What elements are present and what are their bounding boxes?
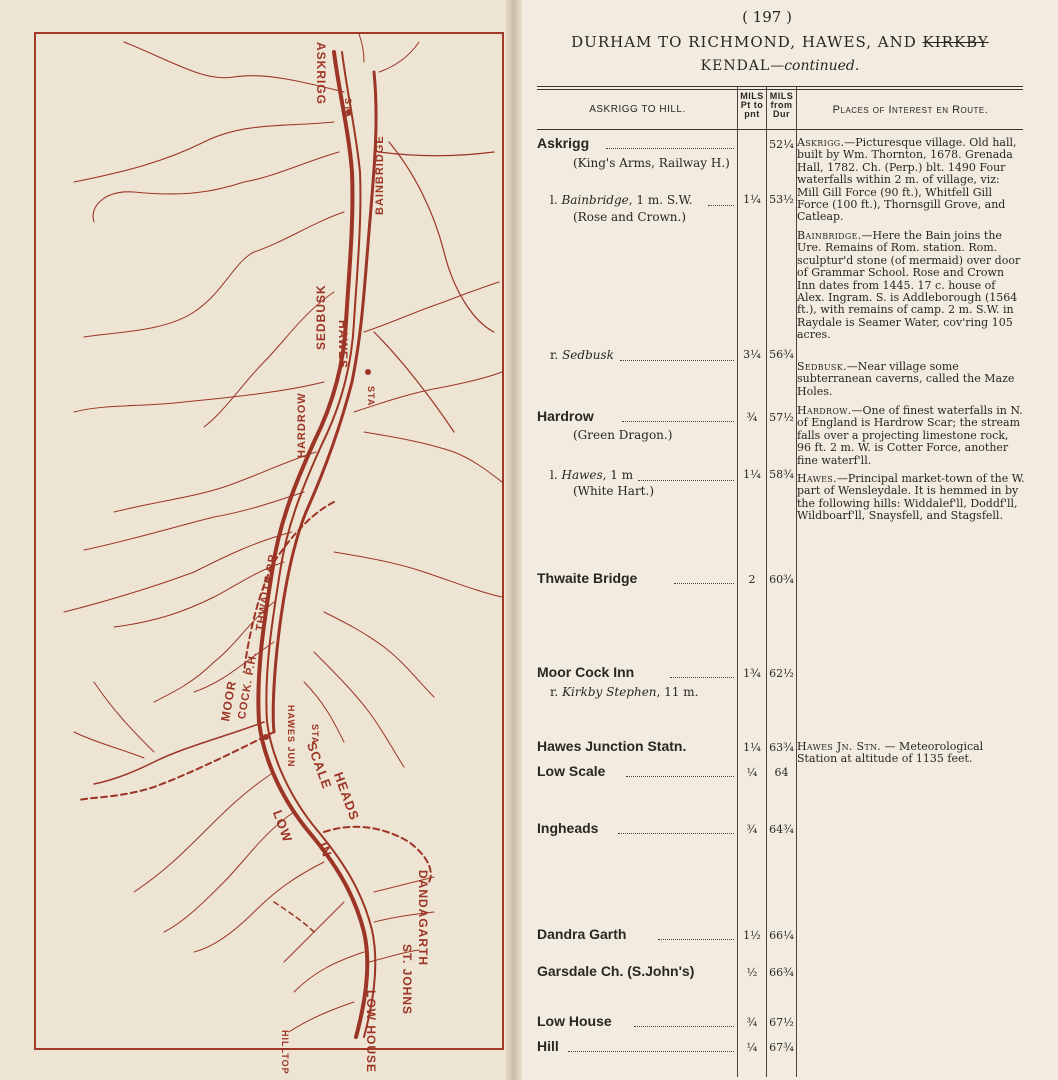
dur-hawes: 58¾ bbox=[769, 468, 794, 481]
leader-dots bbox=[638, 479, 734, 481]
title-main: DURHAM TO RICHMOND, HAWES, AND bbox=[571, 33, 917, 51]
hawes-suffix: , 1 m bbox=[602, 468, 634, 482]
map-label-askrigg-sta: STA bbox=[343, 98, 353, 119]
bainbridge-suffix: , 1 m. S.W. bbox=[628, 193, 693, 207]
pt-bainbridge: 1¼ bbox=[743, 193, 761, 206]
col-header-pt-line1: MILS bbox=[740, 91, 764, 101]
col-header-from-dur bbox=[767, 92, 796, 119]
river-ure bbox=[258, 52, 367, 1037]
map-label-st-johns: ST. JOHNS bbox=[400, 944, 414, 1016]
pt-hawes: 1¼ bbox=[743, 468, 761, 481]
map-label-cock: COCK. P.H. bbox=[236, 650, 260, 721]
interest-askrigg-text: —Picturesque village. Old hall, built by Wm. Thornton, 1678. Grenada Hall, 1782. Ch. (Perp.) blt. 1490 Four waterfalls within 2 m. of village, viz: Mill Gill Force (90 ft.), Whitfell Gill Force (100 ft.), Thornsgill Grove, and Catleap. bbox=[797, 136, 1017, 224]
col-header-pt-to-pt bbox=[738, 92, 766, 119]
kirkby-suffix: , 11 m. bbox=[656, 685, 699, 699]
hawes-place: Hawes bbox=[561, 468, 603, 482]
pt-hawes-junction: 1¼ bbox=[743, 741, 761, 754]
stop-dandra-garth: Dandra Garth bbox=[537, 926, 627, 942]
leader-dots bbox=[568, 1050, 734, 1052]
interest-hawes bbox=[797, 473, 1025, 523]
dur-bainbridge: 53½ bbox=[769, 193, 794, 206]
dur-sedbusk: 56¾ bbox=[769, 348, 794, 361]
interest-hawesjn-text: — Meteorological Station at altitude of 1135 feet. bbox=[797, 740, 984, 766]
interest-sedbusk-head: Sedbusk. bbox=[797, 360, 847, 373]
kirkby-place: Kirkby Stephen bbox=[562, 685, 657, 699]
pt-low-scale: ¼ bbox=[746, 766, 758, 779]
col-header-pt-line2: Pt to bbox=[740, 100, 764, 110]
dur-askrigg: 52¼ bbox=[769, 138, 794, 151]
stop-hawes-junction: Hawes Junction Statn. bbox=[537, 738, 687, 754]
sedbusk-place: Sedbusk bbox=[562, 348, 614, 362]
sedbusk-line bbox=[550, 348, 614, 362]
stop-low-scale: Low Scale bbox=[537, 763, 606, 779]
title-continued: —continued. bbox=[770, 58, 860, 74]
dur-low-house: 67½ bbox=[769, 1016, 794, 1029]
map-label-scale: SCALE bbox=[303, 740, 335, 792]
interest-sedbusk bbox=[797, 361, 1025, 398]
dur-dandra-garth: 66¼ bbox=[769, 929, 794, 942]
kirkby-line bbox=[550, 685, 698, 699]
col-header-dur-line2: from bbox=[770, 100, 793, 110]
pt-sedbusk: 3¼ bbox=[743, 348, 761, 361]
bainbridge-prefix: l. bbox=[550, 193, 558, 207]
dur-garsdale-church: 66¾ bbox=[769, 966, 794, 979]
interest-askrigg-head: Askrigg. bbox=[797, 136, 845, 149]
hardrow-inn: (Green Dragon.) bbox=[573, 428, 673, 442]
road-dashed bbox=[79, 732, 274, 800]
stop-low-house: Low House bbox=[537, 1013, 612, 1029]
dur-moor-cock-inn: 62½ bbox=[769, 667, 794, 680]
interest-bainbridge-text: —Here the Bain joins the Ure. Remains of Rom. station. Rom. sculptur'd stone (of mermaid) over door of Grammar School. Rose and Crown Inn dates from 1445. 17 c. house of Alex. Ingram. S. is Addleborough (1564 ft.), with remains of camp. 2 m. S.W. in Raydale is Seamer Water, cov'ring 105 acres. bbox=[797, 229, 1021, 342]
stop-hill: Hill bbox=[537, 1038, 559, 1054]
hawes-prefix: l. bbox=[550, 468, 558, 482]
dur-ingheads: 64¾ bbox=[769, 823, 794, 836]
interest-hardrow-text: —One of finest waterfalls in N. of England is Hardrow Scar; the stream falls over a projecting limestone rock, 96 ft. 2 m. W. is Cotter Force, another fine waterf'll. bbox=[797, 404, 1023, 467]
bainbridge-inn: (Rose and Crown.) bbox=[573, 210, 687, 224]
interest-bainbridge bbox=[797, 230, 1025, 342]
dur-hawes-junction: 63¾ bbox=[769, 741, 794, 754]
interest-sedbusk-text: —Near village some subterranean caverns, called the Maze Holes. bbox=[797, 360, 1015, 398]
map-label-hawes-jun: HAWES JUN bbox=[286, 705, 296, 768]
stop-thwaite-bridge: Thwaite Bridge bbox=[537, 570, 638, 586]
interest-askrigg bbox=[797, 137, 1025, 224]
table-header-rule bbox=[537, 129, 1023, 130]
interest-hardrow bbox=[797, 405, 1025, 467]
leader-dots bbox=[634, 1025, 734, 1027]
col-header-dur-line1: MILS bbox=[769, 91, 794, 101]
leader-dots bbox=[658, 938, 734, 940]
map-label-moor: MOOR bbox=[218, 679, 239, 723]
bainbridge-line bbox=[550, 193, 693, 207]
leader-dots bbox=[622, 420, 734, 422]
route-map bbox=[34, 32, 504, 1050]
dur-thwaite-bridge: 60¾ bbox=[769, 573, 794, 586]
title-line2: KENDAL bbox=[700, 58, 771, 74]
stop-moor-cock-inn: Moor Cock Inn bbox=[537, 664, 635, 680]
pt-low-house: ¾ bbox=[746, 1016, 758, 1029]
map-label-sedbusk: SEDBUSK bbox=[314, 284, 328, 350]
title-struck-word: KIRKBY bbox=[922, 33, 989, 51]
dur-hill: 67¾ bbox=[769, 1041, 794, 1054]
leader-dots bbox=[620, 359, 734, 361]
pt-thwaite-bridge: 2 bbox=[748, 573, 756, 586]
map-label-hawes: HAWES bbox=[336, 320, 350, 370]
map-label-hawes-sta: STA bbox=[366, 386, 376, 407]
leader-dots bbox=[670, 676, 734, 678]
interest-hawesjn-head: Hawes Jn. Stn. bbox=[797, 740, 882, 753]
interest-hawes-head: Hawes. bbox=[797, 472, 837, 485]
leader-dots bbox=[606, 147, 734, 149]
hawes-inn: (White Hart.) bbox=[573, 484, 654, 498]
pt-garsdale-church: ½ bbox=[746, 966, 758, 979]
leader-dots bbox=[626, 775, 734, 777]
dur-hardrow: 57½ bbox=[769, 411, 794, 424]
stop-ingheads: Ingheads bbox=[537, 820, 599, 836]
askrigg-inn: (King's Arms, Railway H.) bbox=[573, 156, 730, 170]
bainbridge-place: Bainbridge bbox=[561, 193, 629, 207]
interest-bainbridge-head: Bainbridge. bbox=[797, 229, 862, 242]
map-label-hawes-jun-sta: STA bbox=[310, 724, 320, 745]
map-label-askrigg: ASKRIGG bbox=[314, 42, 328, 106]
pt-ingheads: ¾ bbox=[746, 823, 758, 836]
leader-dots bbox=[708, 204, 734, 206]
col-header-pt-line3: pnt bbox=[744, 109, 760, 119]
stop-hardrow: Hardrow bbox=[537, 408, 594, 424]
map-label-hilltop: HILLTOP bbox=[280, 1030, 290, 1075]
pt-hill: ¼ bbox=[746, 1041, 758, 1054]
page-title bbox=[538, 33, 1022, 51]
map-label-dandagarth: DANDAGARTH bbox=[416, 870, 430, 966]
hawes-line bbox=[550, 468, 633, 482]
interest-hawes-text: —Principal market-town of the W. part of Wensleydale. It is hemmed in by the following hills: Widdalef'll, Doddf'll, Wildboarf'll, Snaysfell, and Stagsfell. bbox=[797, 472, 1025, 523]
dur-low-scale: 64 bbox=[774, 766, 789, 779]
pt-dandra-garth: 1½ bbox=[743, 929, 761, 942]
map-label-low-house: LOW HOUSE bbox=[364, 990, 378, 1073]
table-top-rule bbox=[537, 86, 1023, 87]
map-label-hardrow: HARDROW bbox=[296, 392, 308, 458]
pt-hardrow: ¾ bbox=[746, 411, 758, 424]
leader-dots bbox=[618, 832, 734, 834]
interest-hawes-junction bbox=[797, 741, 1025, 766]
sedbusk-prefix: r. bbox=[550, 348, 559, 362]
col-header-interest: Places of Interest en Route. bbox=[832, 104, 989, 116]
col-header-route: ASKRIGG TO HILL. bbox=[589, 104, 686, 115]
map-label-bainbridge: BAINBRIDGE bbox=[374, 135, 386, 215]
pt-moor-cock-inn: 1¾ bbox=[743, 667, 761, 680]
interest-hardrow-head: Hardrow. bbox=[797, 404, 852, 417]
map-label-heads: HEADS bbox=[330, 770, 363, 823]
map-label-low: LOW bbox=[269, 808, 296, 845]
page-number: ( 197 ) bbox=[742, 8, 792, 26]
map-label-thwaite: THWAITE BR bbox=[254, 552, 280, 633]
stop-askrigg: Askrigg bbox=[537, 135, 590, 151]
col-header-dur-line3: Dur bbox=[773, 109, 790, 119]
table-top-rule-2 bbox=[537, 89, 1023, 90]
kirkby-prefix: r. bbox=[550, 685, 559, 699]
map-label-ing: IN bbox=[315, 840, 336, 860]
leader-dots bbox=[674, 582, 734, 584]
page-subtitle bbox=[538, 58, 1022, 74]
stop-garsdale-church: Garsdale Ch. (S.John's) bbox=[537, 963, 695, 979]
